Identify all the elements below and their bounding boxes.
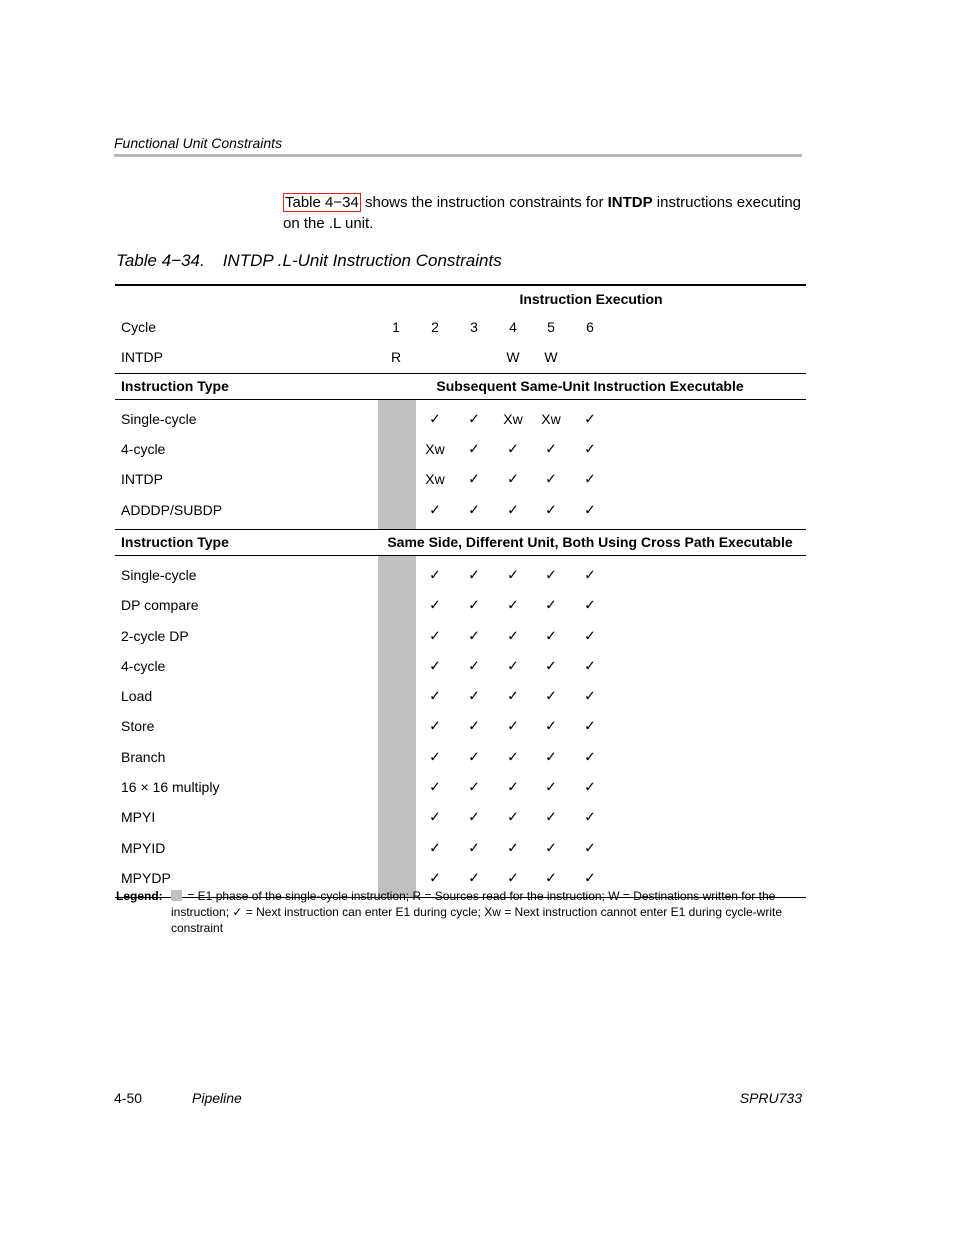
check-icon: ✓ [468,627,480,644]
instruction-label: MPYDP [121,869,171,886]
table-row [115,404,806,434]
instruction-label: Load [121,688,153,705]
check-icon: ✓ [468,566,480,583]
instruction-label: 4-cycle [121,441,166,458]
check-icon: ✓ [429,869,441,886]
check-icon: ✓ [468,778,480,795]
instruction-label: MPYID [121,839,166,856]
table-row [115,590,806,620]
intdp-row [115,342,806,372]
check-icon: ✓ [429,627,441,644]
check-icon: ✓ [584,627,596,644]
caption-number: Table 4−34. [116,251,205,270]
column-group-heading: Subsequent Same-Unit Instruction Executable [436,378,744,395]
check-icon: ✓ [545,440,557,457]
check-icon: ✓ [584,748,596,765]
check-icon: ✓ [507,627,519,644]
check-icon: ✓ [468,501,480,518]
check-icon: ✓ [584,596,596,613]
check-icon: ✓ [429,778,441,795]
check-icon: ✓ [468,470,480,487]
cycle-cell: 5 [547,319,555,336]
table-row [115,464,806,494]
intro-text: shows the instruction constraints for [360,194,608,211]
instruction-label: INTDP [121,471,163,488]
section-heading-row [115,530,806,555]
check-icon: ✓ [429,566,441,583]
check-icon: ✓ [584,687,596,704]
intro-text-end: instructions executing on the .L unit. [283,194,802,232]
column-group-heading: Same Side, Different Unit, Both Using Cross Path Executable [387,534,793,551]
cycle-cell: 3 [470,319,478,336]
cycle-cell: 1 [392,319,400,336]
check-icon: ✓ [468,596,480,613]
check-icon: ✓ [584,657,596,674]
intro-bold: INTDP [607,194,653,211]
check-icon: ✓ [429,687,441,704]
check-icon: ✓ [545,717,557,734]
table-row [115,620,806,650]
table-row [115,802,806,832]
check-icon: ✓ [545,808,557,825]
cycle-cell: 2 [431,319,439,336]
check-icon: ✓ [545,596,557,613]
check-icon: ✓ [545,839,557,856]
table-row [115,711,806,741]
instruction-label: MPYI [121,809,156,826]
table-row [115,560,806,590]
check-icon: ✓ [429,657,441,674]
check-icon: ✓ [584,839,596,856]
check-icon: ✓ [545,501,557,518]
check-icon: ✓ [545,566,557,583]
legend-text-a: = E1 phase of the single-cycle instruction; R = Sources read for the instruction; W = Destinations written for the instruction; [171,889,776,919]
check-icon: ✓ [507,839,519,856]
constraint-cell: Xw [425,441,445,458]
table-reference-link[interactable]: Table 4−34 [285,194,359,211]
check-icon: ✓ [584,869,596,886]
instruction-type-heading: Instruction Type [121,378,229,395]
instruction-label: Branch [121,748,166,765]
check-icon: ✓ [584,501,596,518]
check-icon: ✓ [507,717,519,734]
instruction-label: Store [121,718,155,735]
constraint-cell: Xw [425,471,445,488]
check-icon: ✓ [584,778,596,795]
check-icon: ✓ [468,410,480,427]
instruction-label: 4-cycle [121,657,166,674]
check-icon: ✓ [545,778,557,795]
section-heading-row [115,374,806,399]
check-icon: ✓ [507,501,519,518]
check-icon: ✓ [468,687,480,704]
check-icon: ✓ [507,566,519,583]
check-icon: ✓ [507,778,519,795]
intro-paragraph [283,192,808,234]
instruction-label: DP compare [121,597,199,614]
page-number: 4-50 [114,1090,143,1106]
cycle-cell: 6 [586,319,594,336]
check-icon: ✓ [507,748,519,765]
check-icon: ✓ [545,748,557,765]
caption-title: INTDP .L-Unit Instruction Constraints [222,251,502,270]
legend-title: Legend: [116,889,163,903]
check-icon: ✓ [232,905,243,919]
check-icon: ✓ [429,839,441,856]
check-icon: ✓ [468,808,480,825]
check-icon: ✓ [429,748,441,765]
instruction-label: ADDDP/SUBDP [121,501,223,518]
check-icon: ✓ [507,440,519,457]
check-icon: ✓ [507,470,519,487]
check-icon: ✓ [545,687,557,704]
intdp-cell: W [544,349,558,366]
legend-text-b: = Next instruction can enter E1 during cycle; Xw = Next instruction cannot enter E1 during cycle-write constraint [171,905,783,935]
constraint-cell: Xw [503,410,523,427]
check-icon: ✓ [468,869,480,886]
check-icon: ✓ [584,566,596,583]
table-row [115,772,806,802]
table-row [115,832,806,862]
header-rule [114,154,802,157]
check-icon: ✓ [429,410,441,427]
check-icon: ✓ [468,717,480,734]
e1-swatch [171,890,182,901]
check-icon: ✓ [584,808,596,825]
table-row [115,651,806,681]
check-icon: ✓ [507,657,519,674]
intdp-cell: R [390,349,402,366]
intdp-label: INTDP [121,349,163,366]
check-icon: ✓ [507,808,519,825]
cycle-row [115,312,806,342]
instruction-label: Single-cycle [121,566,197,583]
running-header: Functional Unit Constraints [114,135,283,151]
check-icon: ✓ [545,470,557,487]
check-icon: ✓ [584,470,596,487]
document-id: SPRU733 [739,1090,802,1106]
check-icon: ✓ [545,869,557,886]
check-icon: ✓ [584,410,596,427]
check-icon: ✓ [429,501,441,518]
table-row [115,494,806,524]
check-icon: ✓ [584,440,596,457]
check-icon: ✓ [468,440,480,457]
instruction-label: 16 × 16 multiply [121,779,220,795]
cycle-cell: 4 [509,319,517,336]
check-icon: ✓ [468,839,480,856]
check-icon: ✓ [429,596,441,613]
constraints-table [115,284,806,898]
table-row [115,434,806,464]
constraint-cell: Xw [541,410,561,427]
check-icon: ✓ [545,627,557,644]
table-row [115,681,806,711]
table-caption [116,251,502,271]
check-icon: ✓ [545,657,557,674]
instruction-label: Single-cycle [121,410,197,427]
execution-heading: Instruction Execution [519,291,663,307]
chapter-name: Pipeline [192,1090,242,1106]
instruction-label: 2-cycle DP [121,627,189,644]
table-row [115,742,806,772]
check-icon: ✓ [468,657,480,674]
check-icon: ✓ [507,596,519,613]
cycle-label: Cycle [121,319,157,336]
instruction-type-heading: Instruction Type [121,534,229,551]
section-body [115,400,806,529]
check-icon: ✓ [429,808,441,825]
section-body [115,556,806,897]
check-icon: ✓ [507,687,519,704]
check-icon: ✓ [429,717,441,734]
check-icon: ✓ [584,717,596,734]
check-icon: ✓ [468,748,480,765]
intdp-cell: W [506,349,520,366]
check-icon: ✓ [507,869,519,886]
